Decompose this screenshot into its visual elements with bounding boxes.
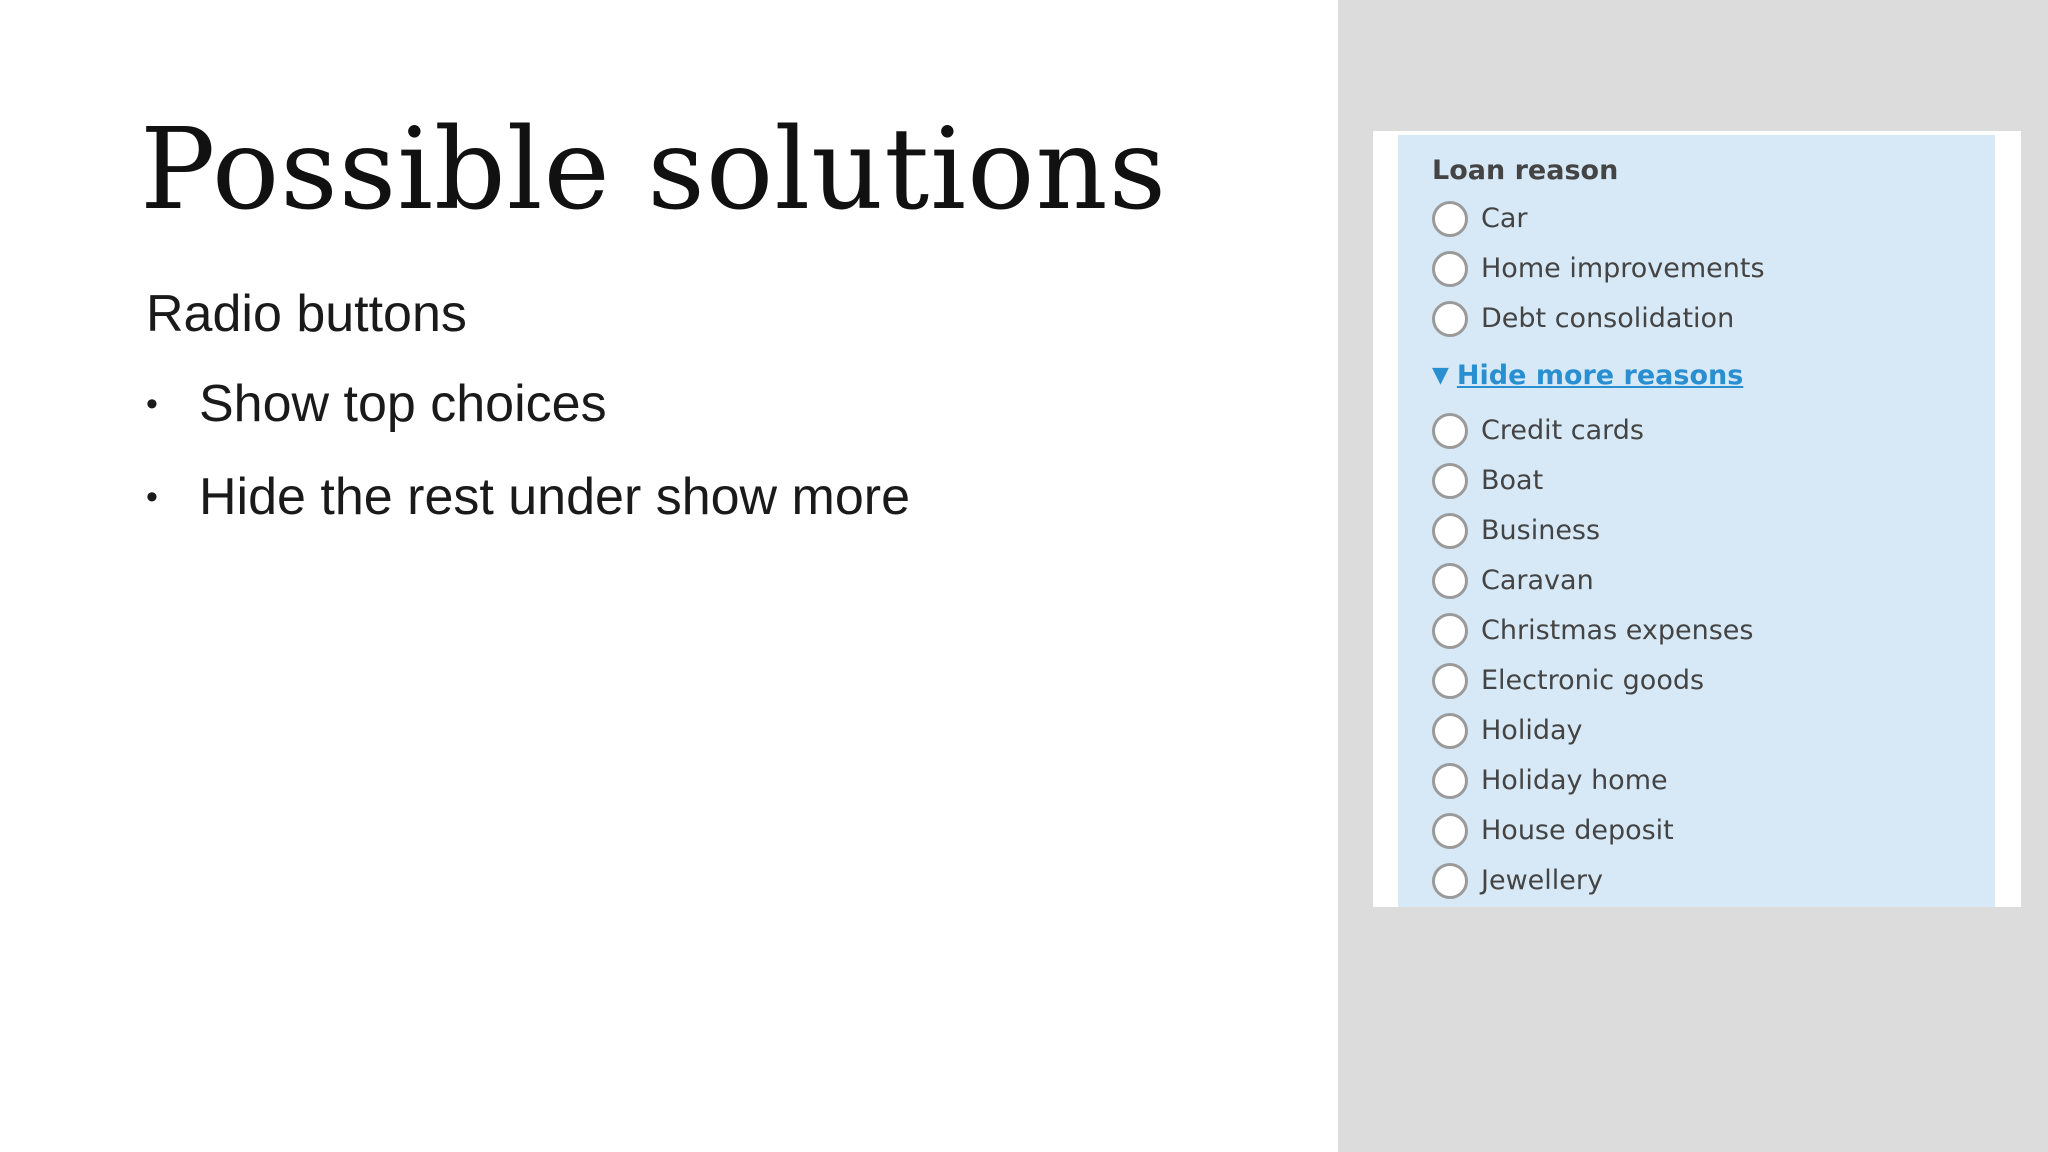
radio-button[interactable] [1432,513,1468,549]
radio-button[interactable] [1432,763,1468,799]
radio-button[interactable] [1432,613,1468,649]
radio-button[interactable] [1432,713,1468,749]
radio-label: Electronic goods [1481,665,1705,696]
radio-option-business[interactable] [1432,508,1992,554]
radio-label: Caravan [1481,565,1594,596]
radio-label: House deposit [1481,815,1674,846]
radio-label: Debt consolidation [1481,303,1735,334]
bullet-text: Show top choices [199,375,607,433]
radio-label: Holiday [1481,715,1583,746]
radio-option-caravan[interactable] [1432,558,1992,604]
radio-button[interactable] [1432,863,1468,899]
bullet-text: Hide the rest under show more [199,468,911,526]
loan-reason-legend: Loan reason [1432,155,1619,186]
bullet-dot-icon: • [146,478,158,516]
radio-option-car[interactable] [1432,196,1992,242]
radio-label: Jewellery [1481,865,1603,896]
radio-button[interactable] [1432,563,1468,599]
radio-label: Holiday home [1481,765,1668,796]
radio-button[interactable] [1432,663,1468,699]
radio-option-credit-cards[interactable] [1432,408,1992,454]
radio-option-debt-consolidation[interactable] [1432,296,1992,342]
radio-label: Credit cards [1481,415,1645,446]
radio-option-boat[interactable] [1432,458,1992,504]
radio-option-jewellery[interactable] [1432,858,1992,904]
radio-button[interactable] [1432,463,1468,499]
radio-button[interactable] [1432,413,1468,449]
slide-intro: Radio buttons [146,285,467,343]
radio-option-christmas-expenses[interactable] [1432,608,1992,654]
radio-option-electronic-goods[interactable] [1432,658,1992,704]
radio-button[interactable] [1432,251,1468,287]
radio-option-holiday[interactable] [1432,708,1992,754]
triangle-down-icon: ▼ [1432,363,1449,388]
radio-button[interactable] [1432,301,1468,337]
radio-label: Boat [1481,465,1544,496]
radio-option-house-deposit[interactable] [1432,808,1992,854]
hide-more-reasons-toggle[interactable] [1432,356,1743,396]
radio-option-home-improvements[interactable] [1432,246,1992,292]
bullet-dot-icon: • [146,385,158,423]
radio-label: Home improvements [1481,253,1765,284]
radio-label: Business [1481,515,1601,546]
radio-option-holiday-home[interactable] [1432,758,1992,804]
slide-title: Possible solutions [140,105,1168,235]
radio-button[interactable] [1432,813,1468,849]
radio-button[interactable] [1432,201,1468,237]
hide-more-reasons-link[interactable]: Hide more reasons [1456,360,1744,391]
radio-label: Car [1481,203,1528,234]
radio-label: Christmas expenses [1481,615,1754,646]
